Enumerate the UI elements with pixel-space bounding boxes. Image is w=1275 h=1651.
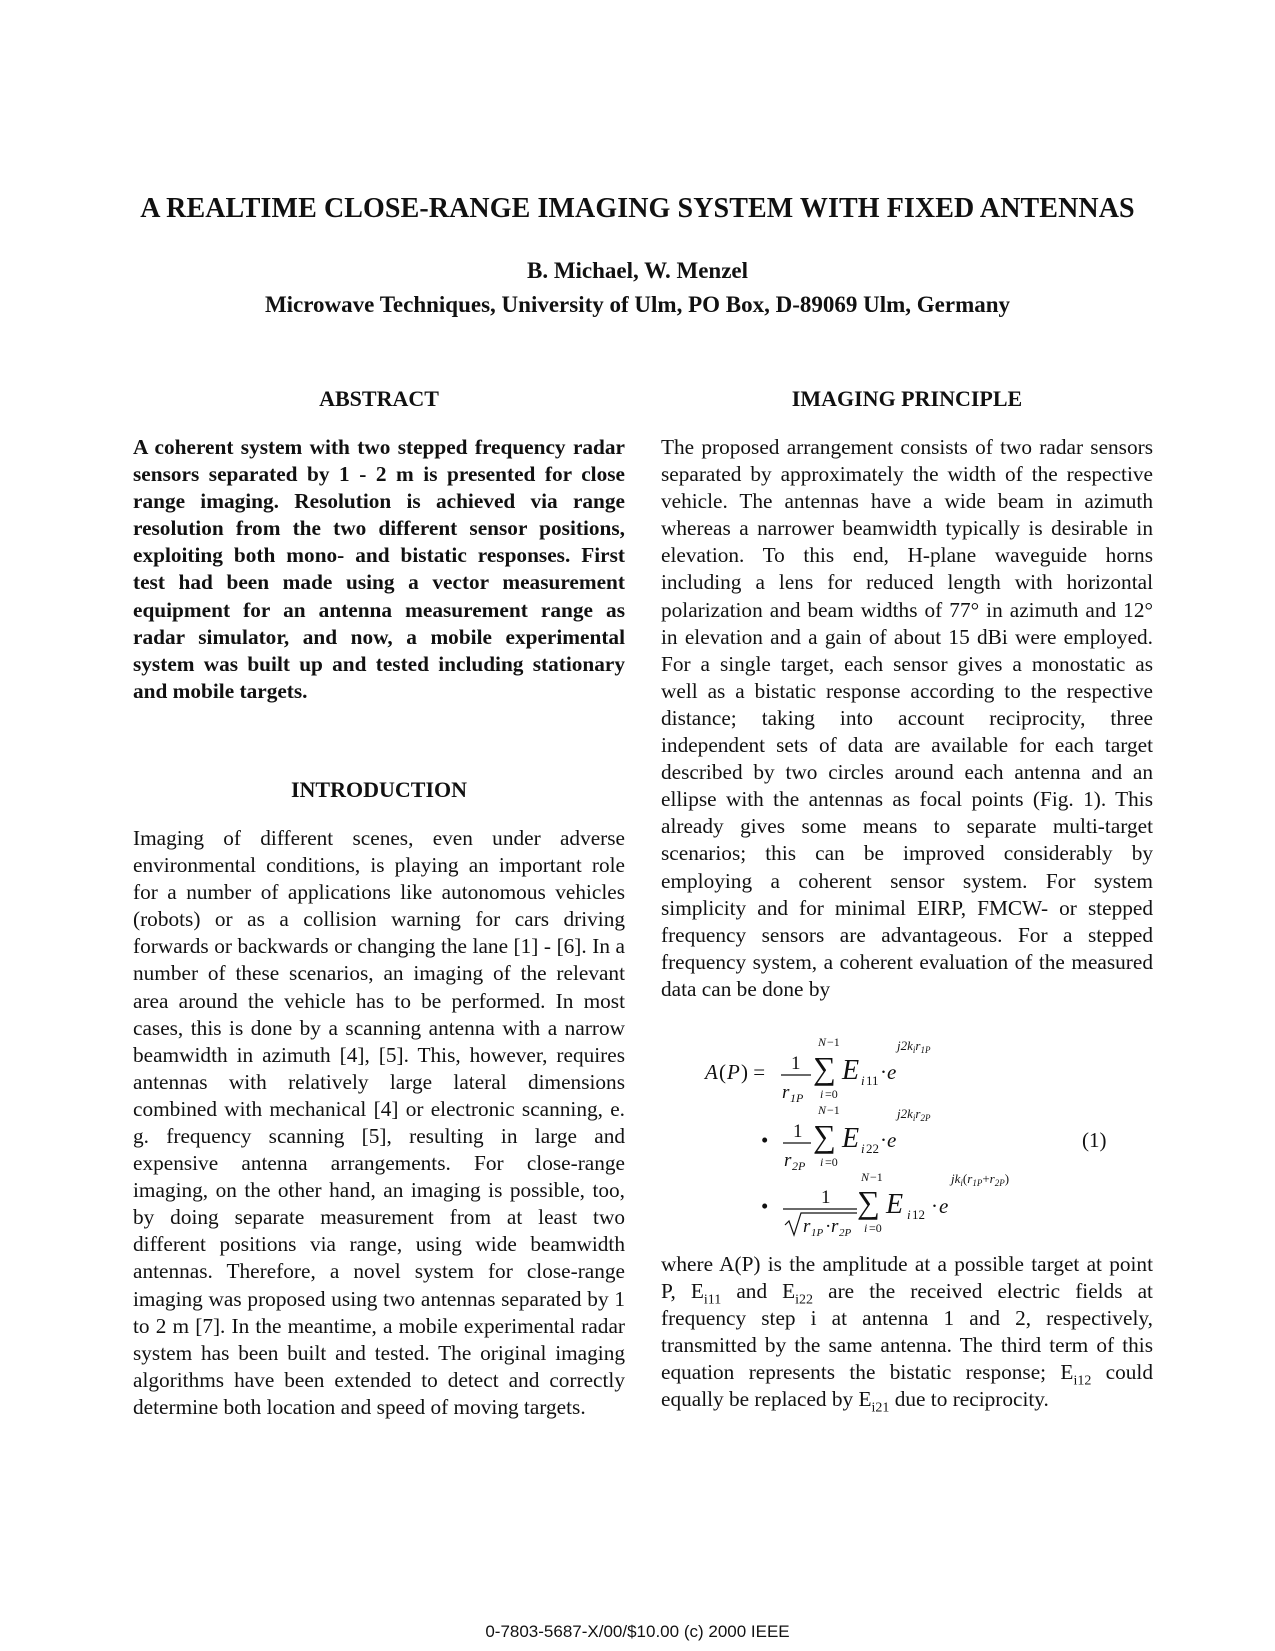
svg-text:−1: −1: [870, 1169, 883, 1184]
svg-text:i: i: [820, 1154, 824, 1169]
svg-text:=0: =0: [825, 1086, 838, 1101]
svg-text:∑: ∑: [857, 1183, 880, 1220]
svg-text:r: r: [831, 1215, 839, 1237]
svg-text:r: r: [784, 1149, 792, 1171]
svg-text:j2kir2P: $j2k_ir_{2P}$: [897, 1105, 931, 1123]
svg-text:1: 1: [791, 1052, 801, 1074]
svg-text:·: ·: [880, 1127, 887, 1152]
svg-text:∑: ∑: [813, 1049, 836, 1086]
svg-text:N: N: [818, 1102, 827, 1117]
svg-text:i: i: [861, 1140, 865, 1156]
svg-text:E: E: [842, 1122, 860, 1154]
svg-text:r: r: [803, 1215, 811, 1237]
svg-text:N: N: [818, 1034, 827, 1049]
svg-text:1P: 1P: [811, 1226, 824, 1239]
svg-text:−1: −1: [827, 1034, 840, 1049]
svg-text:e: e: [939, 1193, 949, 1218]
svg-text:·: ·: [825, 1215, 832, 1237]
paper-title: A REALTIME CLOSE-RANGE IMAGING SYSTEM WITH FIXED ANTENNAS: [140, 193, 1135, 224]
svg-text:2P: 2P: [839, 1226, 852, 1239]
svg-text:N: N: [861, 1169, 870, 1184]
svg-text:r: r: [782, 1081, 790, 1103]
abstract-heading: ABSTRACT: [319, 386, 439, 411]
svg-text:∑: ∑: [813, 1117, 836, 1154]
introduction-heading: INTRODUCTION: [290, 776, 468, 802]
svg-text:11: 11: [866, 1072, 879, 1088]
svg-text:j2kir1P: $j2k_ir_{1P}$: [897, 1037, 931, 1055]
svg-text:i: i: [861, 1072, 865, 1088]
abstract-text: A coherent system with two stepped frequency radar sensors separated by 1 - 2 m is presented for close range imaging. Resolution is achieved via range resolution from the two different sensor positions, exploiting both mono- and bistatic responses. First test had been made using a vector measurement equipment for an antenna measurement range as radar simulator, and now, a mobile experimental system was built up and tested including stationary and mobile targets.: [133, 435, 625, 703]
svg-text:jki(r1P+r2P): $jk_i(r_{1P}+r_{2P})$: [951, 1170, 1010, 1188]
introduction-text: Imaging of different scenes, even under adverse environmental conditions, is playing an important role for a number of applications like autonomous vehicles (robots) or as a collision warning for cars driving forwards or backwards or changing the lane [1] - [6]. In a number of these scenarios, an imaging of the relevant area around the vehicle has to be performed. In most cases, this is done by a scanning antenna with a narrow beamwidth in azimuth [4], [5]. This, however, requires antennas with relatively large lateral dimensions combined with mechanical [4] or electronic scanning, e. g. frequency scanning [5], resulting in large and expensive antenna arrangements. For close-range imaging, on the other hand, an imaging is possible, too, by doing separate measurement from at least two different positions via range, using wide beamwidth antennas. Therefore, a novel system for close-range imaging was proposed using two antennas separated by 1 to 2 m [7]. In the meantime, a mobile experimental radar system has been built and tested. The original imaging algorithms have been extended to detect and correctly determine both location and speed of moving targets.: [133, 825, 625, 1419]
svg-text:=0: =0: [825, 1154, 838, 1169]
equation-graphic: [661, 1003, 1153, 1251]
imaging-principle-text: The proposed arrangement consists of two radar sensors separated by approximately the width of the respective vehicle. The antennas have a wide beam in azimuth whereas a narrower beamwidth typically is desirable in elevation. To this end, H-plane waveguide horns including a lens for reduced length with horizontal polarization and beam widths of 77° in azimuth and 12° in elevation and a gain of about 15 dBi were employed. For a single target, each sensor gives a monostatic as well as a bistatic response according to the respective distance; taking into account reciprocity, three independent sets of data are available for each target described by two circles around each antenna and an ellipse with the antennas as focal points (Fig. 1). This already gives some means to separate multi-target scenarios; this can be improved considerably by employing a coherent sensor system. For system simplicity and for minimal EIRP, FMCW- or stepped frequency sensors are advantageous. For a stepped frequency system, a coherent evaluation of the measured data can be done by: [661, 435, 1153, 1001]
equation-1: [661, 1003, 1153, 1251]
svg-text:i: i: [907, 1206, 911, 1222]
svg-text:•: •: [761, 1193, 769, 1218]
svg-text:−1: −1: [827, 1102, 840, 1117]
copyright-footer: 0-7803-5687-X/00/$10.00 (c) 2000 IEEE: [485, 1622, 790, 1641]
right-column: [661, 386, 1153, 1414]
svg-text:e: e: [887, 1127, 897, 1152]
equation-explanation: where A(P) is the amplitude at a possible target at point P, $E_{i11}$ and $E_{i22}$ are the received electric fields at frequency step i at antenna 1 and 2, respectively, transmitted by the same antenna. The third term of this equation represents the bistatic response; $E_{i12}$ could equally be replaced by $E_{i21}$ due to reciprocity.: [661, 1251, 1154, 1416]
imaging-principle-heading: IMAGING PRINCIPLE: [791, 386, 1023, 411]
svg-text:1: 1: [821, 1186, 831, 1208]
paper-authors: B. Michael, W. Menzel: [526, 258, 749, 283]
svg-text:P: P: [727, 1059, 740, 1084]
svg-text:E: E: [842, 1054, 860, 1086]
svg-text:i: i: [864, 1220, 868, 1235]
svg-text:•: •: [761, 1127, 769, 1152]
svg-text:2P: 2P: [792, 1158, 806, 1173]
equation-number: (1): [1082, 1127, 1107, 1152]
svg-text:1P: 1P: [790, 1090, 804, 1105]
svg-text:12: 12: [912, 1206, 925, 1222]
svg-text:) =: ) =: [741, 1059, 766, 1084]
svg-text:e: e: [887, 1059, 897, 1084]
svg-text:E: E: [886, 1188, 904, 1220]
svg-text:1: 1: [793, 1120, 803, 1142]
svg-text:i: i: [820, 1086, 824, 1101]
paper-affiliation: Microwave Techniques, University of Ulm, PO Box, D-89069 Ulm, Germany: [264, 292, 1011, 317]
svg-text:A: A: [705, 1059, 718, 1084]
svg-text:·: ·: [931, 1193, 938, 1218]
svg-text:·: ·: [880, 1059, 887, 1084]
svg-text:(: (: [719, 1059, 726, 1084]
left-column: [133, 386, 625, 1421]
svg-text:22: 22: [866, 1140, 879, 1156]
svg-text:=0: =0: [869, 1220, 882, 1235]
